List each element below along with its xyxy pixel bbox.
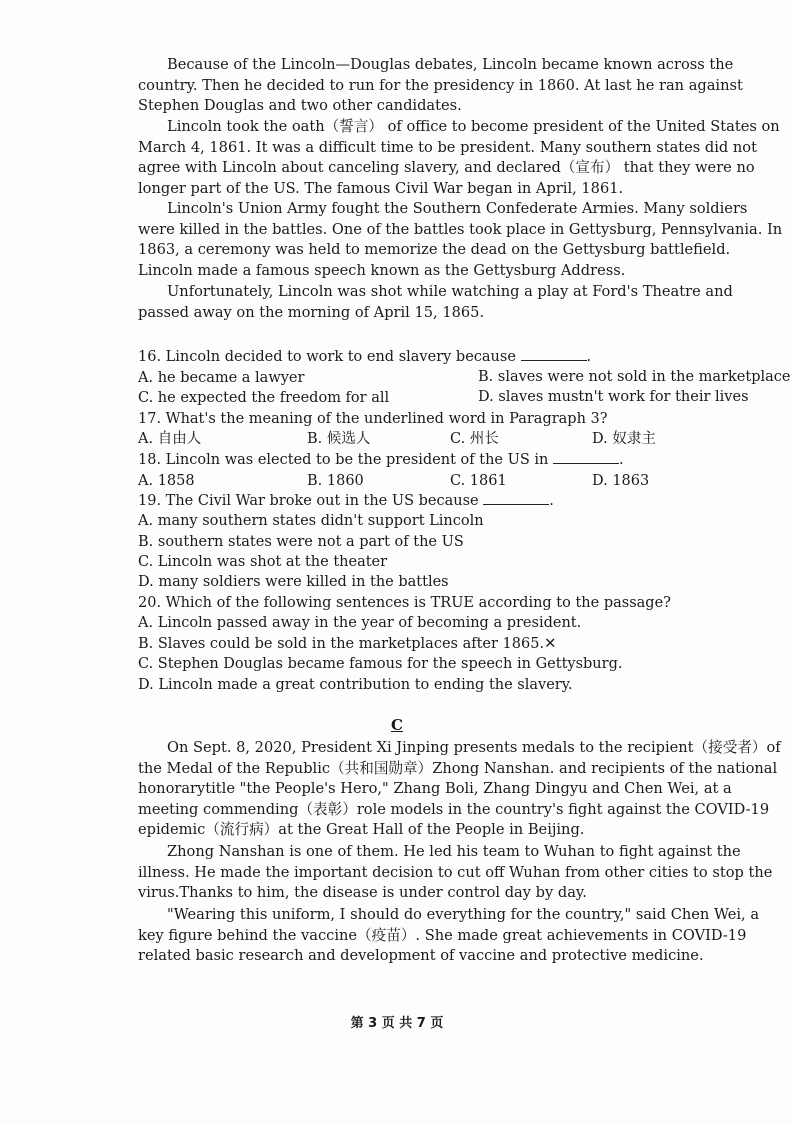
question-20-option-a: A. Lincoln passed away in the year of becoming a president. — [138, 615, 582, 631]
question-20-option-b-text: B. Slaves could be sold in the marketplaces after 1865. — [138, 636, 545, 652]
page-number-footer: 第 3 页 共 7 页 — [350, 1016, 444, 1031]
question-17-option-a: A. 自由人 — [138, 431, 202, 447]
passage-b-paragraph-1: Because of the Lincoln—Douglas debates, Lincoln became known across the country. Then he decided to run for the presidency in 1860. At last he ran against Stephen Douglas and two other candidates. — [138, 56, 743, 115]
answer-blank — [521, 348, 587, 361]
passage-b-paragraph-3: Lincoln's Union Army fought the Southern Confederate Armies. Many soldiers were killed in the battles. One of the battles took place in Gettysburg, Pennsylvania. In 1863, a ceremony was held to memorize the dead on the Gettysburg battlefield. Lincoln made a famous speech known as the Gettysburg Address. — [138, 200, 783, 279]
question-17-option-d: D. 奴隶主 — [592, 431, 656, 447]
question-16-option-b: B. slaves were not sold in the marketplace — [478, 369, 791, 385]
question-17-option-c: C. 州长 — [450, 431, 499, 447]
question-18-option-d: D. 1863 — [592, 473, 650, 489]
question-19-option-b: B. southern states were not a part of the US — [138, 534, 464, 550]
section-c-heading — [0, 716, 794, 734]
question-16-option-a: A. he became a lawyer — [138, 370, 305, 386]
question-19 — [138, 491, 554, 511]
answer-blank — [553, 451, 619, 464]
question-19-end: . — [549, 493, 554, 509]
question-18-stem: 18. Lincoln was elected to be the president of the US in — [138, 452, 549, 468]
question-19-stem: 19. The Civil War broke out in the US because — [138, 493, 479, 509]
question-16 — [138, 347, 591, 367]
question-20-option-b — [138, 634, 556, 654]
question-18-option-b: B. 1860 — [307, 473, 364, 489]
answer-blank — [483, 492, 549, 505]
question-16-option-c: C. he expected the freedom for all — [138, 390, 390, 406]
question-17: 17. What's the meaning of the underlined word in Paragraph 3? — [138, 411, 608, 427]
question-16-end: . — [586, 349, 592, 365]
question-18-option-c: C. 1861 — [450, 473, 507, 489]
question-19-option-c: C. Lincoln was shot at the theater — [138, 554, 388, 570]
question-18 — [138, 450, 624, 470]
passage-c-paragraph-1: On Sept. 8, 2020, President Xi Jinping presents medals to the recipient（接受者）of the Medal of the Republic（共和国勋章）Zhong Nanshan. and recipients of the national honorarytitle "the People's Hero," Zhang Boli, Zhang Dingyu and Chen Wei, at a meeting commending（表彰）role models in the country's fight against the COVID-19 epidemic（流行病）at the Great Hall of the People in Beijing. — [138, 739, 781, 839]
question-20-option-c: C. Stephen Douglas became famous for the speech in Gettysburg. — [138, 656, 623, 672]
passage-c-paragraph-3: "Wearing this uniform, I should do everything for the country," said Chen Wei, a key figure behind the vaccine（疫苗）. She made great achievements in COVID-19 related basic research and development of vaccine and protective medicine. — [138, 906, 760, 965]
question-19-option-a: A. many southern states didn't support Lincoln — [138, 513, 484, 529]
handwritten-cross-mark: ✕ — [544, 636, 557, 652]
question-18-end: . — [618, 452, 624, 468]
question-19-option-d: D. many soldiers were killed in the battles — [138, 574, 449, 590]
question-20: 20. Which of the following sentences is TRUE according to the passage? — [138, 595, 671, 611]
question-16-option-d: D. slaves mustn't work for their lives — [478, 389, 749, 405]
question-17-option-b: B. 候选人 — [307, 431, 371, 447]
passage-c-paragraph-2: Zhong Nanshan is one of them. He led his team to Wuhan to fight against the illness. He made the important decision to cut off Wuhan from other cities to stop the virus.Thanks to him, the disease is under control day by day. — [138, 843, 773, 902]
section-c-label: C — [391, 716, 403, 734]
question-20-option-d: D. Lincoln made a great contribution to ending the slavery. — [138, 677, 573, 693]
question-16-stem: 16. Lincoln decided to work to end slavery because — [138, 349, 516, 365]
passage-b-paragraph-2: Lincoln took the oath（誓言） of office to become president of the United States on March 4, 1861. It was a difficult time to be president. Many southern states did not agree with Lincoln about canceling slavery, and declared（宣布） that they were no longer part of the US. The famous Civil War began in April, 1861. — [138, 118, 780, 197]
passage-b-paragraph-4: Unfortunately, Lincoln was shot while watching a play at Ford's Theatre and passed away on the morning of April 15, 1865. — [138, 283, 733, 321]
question-18-option-a: A. 1858 — [138, 473, 195, 489]
